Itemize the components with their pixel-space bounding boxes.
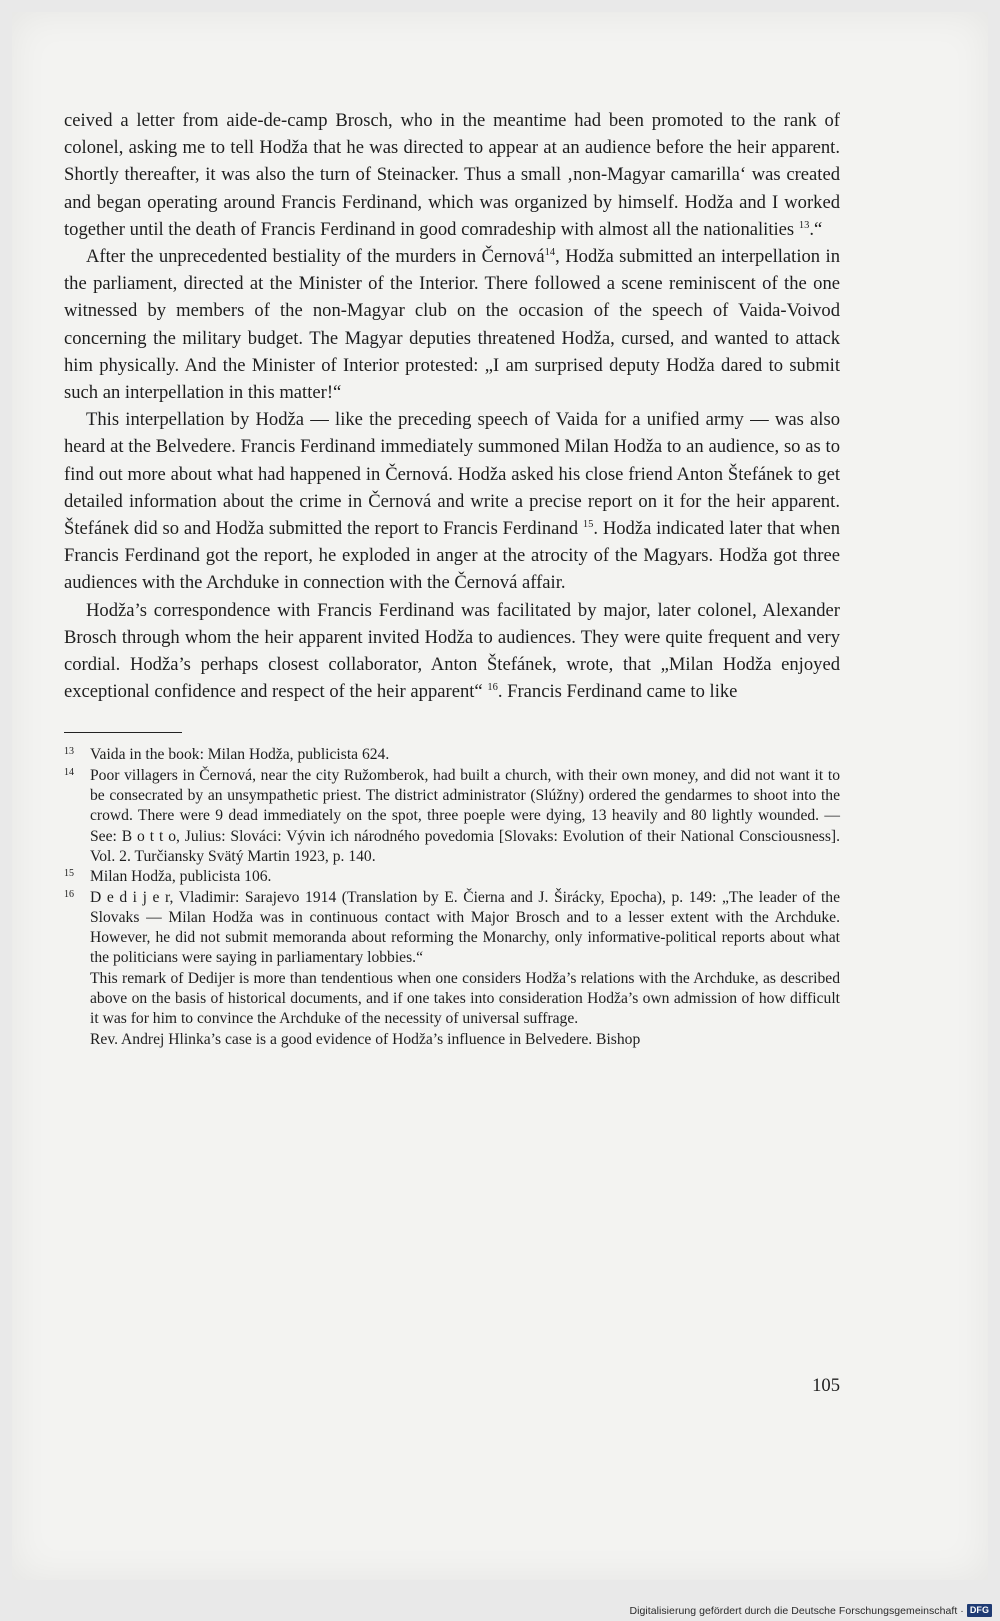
paragraph-1 [64, 107, 840, 243]
footnote-number: 14 [64, 766, 74, 778]
paragraph-3-text-a: This interpellation by Hodža — like the preceding speech of Vaida for a unified army — was also heard at the Belvedere. Francis Ferdinand immediately summoned Milan Hodža to an audience, so as to find out more about what had happened in Černová. Hodža asked his close friend Anton Štefánek to get detailed information about the crime in Černová and write a precise report on it for the heir apparent. Štefánek did so and Hodža submitted the report to Francis Ferdinand [64, 409, 840, 540]
footnote-continuation: This remark of Dedijer is more than tendentious when one considers Hodža’s relations with the Archduke, as described above on the basis of historical documents, and if one takes into consideration Hodža’s own admission of how difficult it was for him to convince the Archduke of the necessity of universal suffrage. [90, 969, 840, 1028]
footnote-16 [64, 888, 840, 1050]
digitization-credit [629, 1604, 992, 1617]
body-text [64, 107, 840, 705]
page-content [64, 107, 840, 1396]
footnote-ref-14: 14 [544, 247, 556, 259]
paragraph-4 [64, 597, 840, 706]
footnote-14 [64, 766, 840, 867]
footnote-divider [64, 732, 182, 733]
paragraph-2-text-a: After the unprecedented bestiality of the murders in Černová [86, 246, 545, 268]
page-number: 105 [812, 1375, 840, 1396]
paragraph-3 [64, 406, 840, 596]
footnote-text: Milan Hodža, publicista 106. [90, 868, 272, 886]
footnote-ref-13: 13 [798, 219, 810, 231]
paragraph-3-text-b: . Hodža indicated later that when Francis Ferdinand got the report, he exploded in anger at the atrocity of the Magyars. Hodža got three audiences with the Archduke in connection with the Černová affair. [64, 518, 840, 594]
dfg-logo-icon: DFG [967, 1604, 992, 1617]
scanned-page [12, 12, 988, 1580]
footnote-15 [64, 867, 840, 887]
paragraph-2 [64, 243, 840, 406]
footnote-number: 13 [64, 746, 74, 758]
footnote-ref-16: 16 [487, 682, 498, 694]
footnote-continuation: Rev. Andrej Hlinka’s case is a good evidence of Hodža’s influence in Belvedere. Bishop [90, 1030, 641, 1048]
footnote-ref-15: 15 [582, 519, 594, 531]
closing-quote: .“ [809, 218, 823, 240]
footnote-number: 15 [64, 868, 74, 880]
footnotes [64, 745, 840, 1049]
paragraph-1-text: ceived a letter from aide-de-camp Brosch, who in the meantime had been promoted to the rank of colonel, asking me to tell Hodža that he was directed to appear at an audience before the heir apparent. Shortly thereafter, it was also the turn of Steinacker. Thus a small ‚non-Magyar camarilla‘ was created and began operating around Francis Ferdinand, which was organized by himself. Hodža and I worked together until the death of Francis Ferdinand in good comradeship with almost all the nationalities [64, 110, 840, 240]
footnote-13 [64, 745, 840, 765]
footnote-text: Poor villagers in Černová, near the city Ružomberok, had built a church, with their own money, and did not want it to be consecrated by an unsympathetic priest. The district administrator (Slúžny) ordered the gendarmes to shoot into the crowd. There were 9 dead immediately on the spot, three poeple were dying, 13 heavily and 80 lightly wounded. — See: B o t t o, Julius: Slováci: Vývin ich národného povedomia [Slovaks: Evolution of their National Consciousness]. Vol. 2. Turčiansky Svätý Martin 1923, p. 140. [90, 766, 840, 865]
paragraph-2-text-b: , Hodža submitted an interpellation in the parliament, directed at the Minister of the Interior. There followed a scene reminiscent of the one witnessed by members of the non-Magyar club on the occasion of the speech of Vaida-Voivod concerning the military budget. The Magyar deputies threatened Hodža, cursed, and wanted to attack him physically. And the Minister of Interior protested: „I am surprised deputy Hodža dared to submit such an interpellation in this matter!“ [64, 246, 840, 404]
footnote-text: D e d i j e r, Vladimir: Sarajevo 1914 (Translation by E. Čierna and J. Širácky, Epocha), p. 149: „The leader of the Slovaks — Milan Hodža was in continuous contact with Major Brosch and to a lesser extent with the Archduke. However, he did not submit memoranda about reforming the Monarchy, only informative-political reports about what the politicians were saying in parliamentary lobbies.“ [90, 888, 840, 967]
paragraph-4-text-a: Hodža’s correspondence with Francis Ferdinand was facilitated by major, later colonel, Alexander Brosch through whom the heir apparent invited Hodža to audiences. They were quite frequent and very cordial. Hodža’s perhaps closest collaborator, Anton Štefánek, wrote, that „Milan Hodža enjoyed exceptional confidence and respect of the heir apparent“ [64, 599, 840, 703]
footnote-number: 16 [64, 888, 74, 900]
credit-text: Digitalisierung gefördert durch die Deutsche Forschungsgemeinschaft · [629, 1604, 964, 1617]
paragraph-4-text-b: . Francis Ferdinand came to like [497, 681, 738, 703]
footnote-text: Vaida in the book: Milan Hodža, publicista 624. [90, 746, 390, 764]
